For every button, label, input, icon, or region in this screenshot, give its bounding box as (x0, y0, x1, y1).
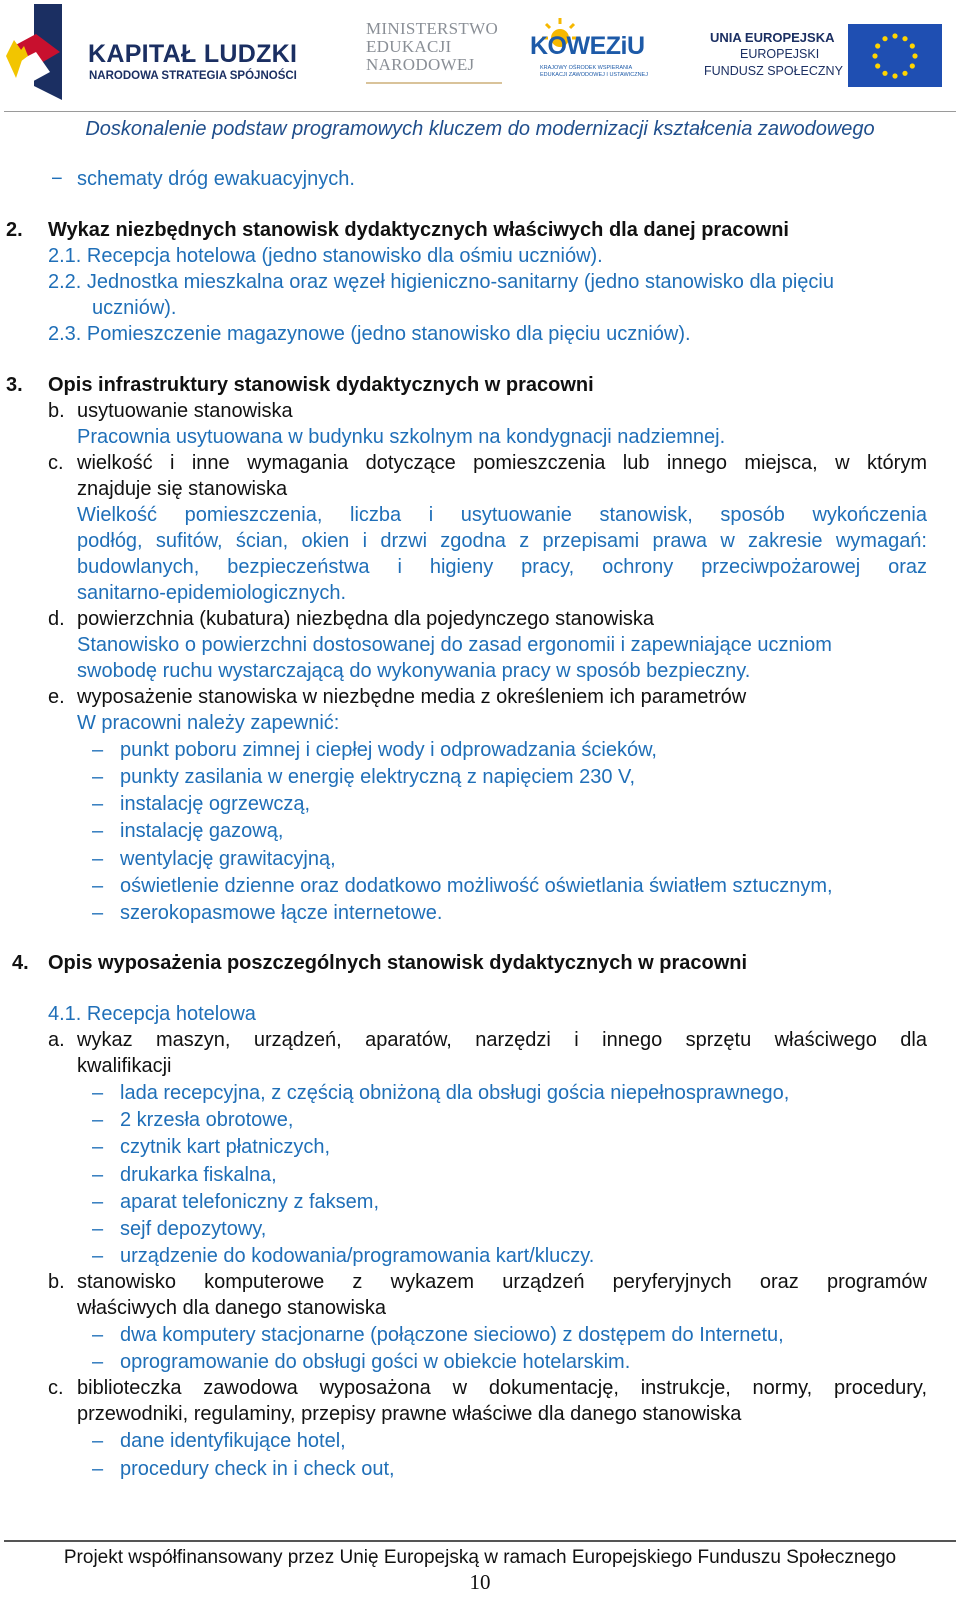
header-logos (0, 0, 960, 110)
item-c-text-line-3: budowlanych, bezpieczeństwa i higieny pracy, ochrony przeciwpożarowej oraz (77, 556, 927, 578)
list-dash: – (92, 902, 104, 924)
section-4-heading: Opis wyposażenia poszczególnych stanowisk dydaktycznych w pracowni (48, 952, 748, 974)
equipment-item: lada recepcyjna, z częścią obniżoną dla obsługi gościa niepełnosprawnego, (120, 1082, 790, 1104)
item-a-marker: a. (48, 1029, 65, 1051)
list-dash: – (92, 793, 104, 815)
section-3-number: 3. (6, 374, 23, 396)
section-2-heading: Wykaz niezbędnych stanowisk dydaktycznych właściwych dla danej pracowni (48, 219, 789, 241)
men-line-3: NARODOWEJ (366, 55, 475, 74)
item-c2-heading-line-1: biblioteczka zawodowa wyposażona w dokumentację, instrukcje, normy, procedury, (77, 1377, 927, 1399)
koweziu-sub-2: EDUKACJI ZAWODOWEJ I USTAWICZNEJ (540, 72, 648, 78)
item-c-text-line-1: Wielkość pomieszczenia, liczba i usytuowanie stanowisk, sposób wykończenia (77, 504, 927, 526)
item-b2-marker: b. (48, 1271, 65, 1293)
equipment-item: sejf depozytowy, (120, 1218, 267, 1240)
item-d-text-line-1: Stanowisko o powierzchni dostosowanej do zasad ergonomii i zapewniające uczniom (77, 634, 832, 656)
list-dash: – (92, 1458, 104, 1480)
men-line-2: EDUKACJI (366, 37, 452, 56)
kapital-ludzki-logo (6, 4, 306, 104)
item-b-heading: usytuowanie stanowiska (77, 400, 293, 422)
eu-line-3: FUNDUSZ SPOŁECZNY (704, 64, 843, 78)
footer-divider (4, 1540, 956, 1542)
list-dash: – (92, 739, 104, 761)
list-dash: – (92, 1082, 104, 1104)
item-a-heading-line-1: wykaz maszyn, urządzeń, aparatów, narzędzi i innego sprzętu właściwego dla (77, 1029, 927, 1051)
item-c-heading-line-2: znajduje się stanowiska (77, 478, 288, 500)
item-a-heading-line-2: kwalifikacji (77, 1055, 172, 1077)
section-4-number: 4. (12, 952, 29, 974)
media-item: szerokopasmowe łącze internetowe. (120, 902, 443, 924)
item-c-text-line-4: sanitarno-epidemiologicznych. (77, 582, 347, 604)
item-b2-heading-line-2: właściwych dla danego stanowiska (77, 1297, 387, 1319)
equipment-item: drukarka fiskalna, (120, 1164, 277, 1186)
list-dash: – (92, 1109, 104, 1131)
item-c2-marker: c. (48, 1377, 64, 1399)
media-item: instalację ogrzewczą, (120, 793, 311, 815)
item-e-marker: e. (48, 686, 65, 708)
list-item: schematy dróg ewakuacyjnych. (77, 168, 355, 190)
item-d-heading: powierzchnia (kubatura) niezbędna dla pojedynczego stanowiska (77, 608, 655, 630)
koweziu-logo (526, 16, 656, 86)
equipment-item: urządzenie do kodowania/programowania kart/kluczy. (120, 1245, 595, 1267)
media-item: punkty zasilania w energię elektryczną z napięciem 230 V, (120, 766, 636, 788)
item-2-2-continued: uczniów). (92, 297, 177, 319)
list-dash: – (92, 1218, 104, 1240)
section-2-number: 2. (6, 219, 23, 241)
equipment-item: czytnik kart płatniczych, (120, 1136, 331, 1158)
item-2-1: 2.1. Recepcja hotelowa (jedno stanowisko dla ośmiu uczniów). (48, 245, 603, 267)
item-c-marker: c. (48, 452, 64, 474)
section-3-heading: Opis infrastruktury stanowisk dydaktycznych w pracowni (48, 374, 594, 396)
list-dash: – (92, 848, 104, 870)
list-dash: – (92, 875, 104, 897)
list-dash: – (92, 766, 104, 788)
list-dash: – (92, 820, 104, 842)
media-item: oświetlenie dzienne oraz dodatkowo możliwość oświetlania światłem sztucznym, (120, 875, 833, 897)
list-dash: – (92, 1351, 104, 1373)
eu-logo (704, 22, 954, 92)
computer-item: oprogramowanie do obsługi gości w obiekcie hotelarskim. (120, 1351, 631, 1373)
list-dash: – (92, 1136, 104, 1158)
item-c-heading-line-1: wielkość i inne wymagania dotyczące pomieszczenia lub innego miejsca, w którym (77, 452, 927, 474)
men-line-1: MINISTERSTWO (366, 19, 499, 38)
page-number: 10 (469, 1570, 491, 1594)
item-d-marker: d. (48, 608, 65, 630)
item-c2-heading-line-2: przewodniki, regulaminy, przepisy prawne właściwe dla danego stanowiska (77, 1403, 742, 1425)
header-divider (4, 111, 956, 112)
list-dash: − (51, 168, 63, 190)
library-item: procedury check in i check out, (120, 1458, 395, 1480)
eu-line-1: UNIA EUROPEJSKA (710, 30, 835, 45)
item-2-2: 2.2. Jednostka mieszkalna oraz węzeł higieniczno-sanitarny (jedno stanowisko dla pięciu (48, 271, 834, 293)
list-dash: – (92, 1245, 104, 1267)
koweziu-sub-1: KRAJOWY OŚRODEK WSPIERANIA (540, 65, 633, 71)
subsection-4-1: 4.1. Recepcja hotelowa (48, 1003, 256, 1025)
media-item: instalację gazową, (120, 820, 284, 842)
equipment-item: 2 krzesła obrotowe, (120, 1109, 294, 1131)
list-dash: – (92, 1430, 104, 1452)
footer-text: Projekt współfinansowany przez Unię Europejską w ramach Europejskiego Funduszu Społecznego (63, 1547, 897, 1568)
computer-item: dwa komputery stacjonarne (połączone sieciowo) z dostępem do Internetu, (120, 1324, 784, 1346)
kapital-ludzki-emblem-icon (6, 4, 76, 104)
men-logo (366, 20, 506, 90)
item-e-intro: W pracowni należy zapewnić: (77, 712, 340, 734)
item-2-3: 2.3. Pomieszczenie magazynowe (jedno stanowisko dla pięciu uczniów). (48, 323, 691, 345)
item-c-text-line-2: podłóg, sufitów, ścian, okien i drzwi zgodna z przepisami prawa w zakresie wymagań: (77, 530, 927, 552)
men-underline (366, 82, 502, 84)
eu-flag-icon (848, 24, 942, 87)
item-e-heading: wyposażenie stanowiska w niezbędne media z określeniem ich parametrów (77, 686, 747, 708)
item-b-text: Pracownia usytuowana w budynku szkolnym na kondygnacji nadziemnej. (77, 426, 726, 448)
running-title: Doskonalenie podstaw programowych kluczem do modernizacji kształcenia zawodowego (85, 118, 875, 140)
list-dash: – (92, 1191, 104, 1213)
media-item: punkt poboru zimnej i ciepłej wody i odprowadzania ścieków, (120, 739, 657, 761)
library-item: dane identyfikujące hotel, (120, 1430, 346, 1452)
eu-line-2: EUROPEJSKI (740, 47, 820, 61)
item-d-text-line-2: swobodę ruchu wystarczającą do wykonywania pracy w sposób bezpieczny. (77, 660, 751, 682)
item-b-marker: b. (48, 400, 65, 422)
list-dash: – (92, 1324, 104, 1346)
koweziu-word: KOWEZiU (530, 32, 645, 60)
item-b2-heading-line-1: stanowisko komputerowe z wykazem urządzeń peryferyjnych oraz programów (77, 1271, 927, 1293)
kapital-ludzki-title: KAPITAŁ LUDZKI (88, 40, 298, 68)
list-dash: – (92, 1164, 104, 1186)
kapital-ludzki-subtitle: NARODOWA STRATEGIA SPÓJNOŚCI (89, 70, 297, 82)
equipment-item: aparat telefoniczny z faksem, (120, 1191, 380, 1213)
media-item: wentylację grawitacyjną, (120, 848, 336, 870)
